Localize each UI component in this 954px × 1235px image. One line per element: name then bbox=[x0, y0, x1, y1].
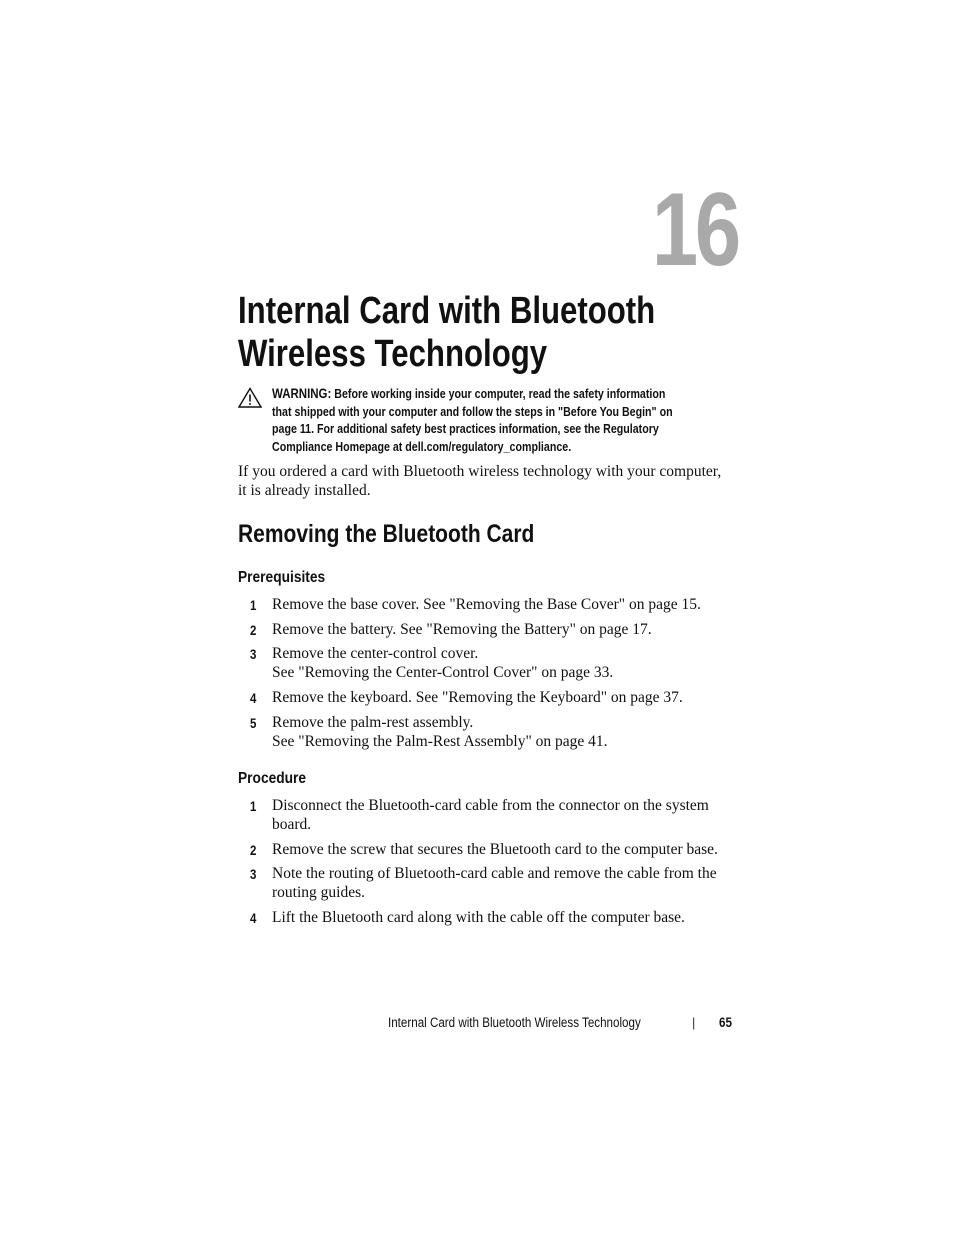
warning-line-2: that shipped with your computer and follow the steps in "Before You Begin" on bbox=[272, 403, 673, 419]
intro-line-1: If you ordered a card with Bluetooth wireless technology with your computer, bbox=[238, 463, 722, 480]
step-text bbox=[272, 595, 732, 614]
section-heading: Removing the Bluetooth Card bbox=[238, 520, 535, 548]
step-number: 2 bbox=[250, 843, 257, 858]
step-line-1: Remove the screw that secures the Bluetooth card to the computer base. bbox=[272, 841, 718, 858]
step-line-1: Remove the keyboard. See "Removing the Keyboard" on page 37. bbox=[272, 689, 683, 706]
step-number: 3 bbox=[250, 647, 257, 662]
warning-line-4: Compliance Homepage at dell.com/regulatory_compliance. bbox=[272, 438, 572, 454]
footer-separator: | bbox=[692, 1015, 696, 1030]
page-number: 65 bbox=[719, 1015, 732, 1030]
intro-paragraph bbox=[238, 462, 748, 500]
step-number: 5 bbox=[250, 716, 257, 731]
step-number: 4 bbox=[250, 911, 257, 926]
step-text bbox=[272, 688, 732, 707]
warning-line-1: Before working inside your computer, read the safety information bbox=[334, 386, 666, 401]
step-text bbox=[272, 908, 732, 927]
step-number: 1 bbox=[250, 598, 257, 613]
page-title bbox=[238, 290, 664, 376]
prerequisites-heading: Prerequisites bbox=[238, 569, 326, 586]
footer-title: Internal Card with Bluetooth Wireless Technology bbox=[388, 1015, 641, 1030]
step-line-1: Remove the palm-rest assembly. bbox=[272, 714, 474, 731]
step-text bbox=[272, 840, 732, 859]
step-line-1: Lift the Bluetooth card along with the cable off the computer base. bbox=[272, 909, 685, 926]
step-text bbox=[272, 644, 732, 682]
step-text bbox=[272, 713, 732, 751]
warning-line-3: page 11. For additional safety best practices information, see the Regulatory bbox=[272, 421, 659, 436]
step-text bbox=[272, 796, 732, 834]
step-line-1: Disconnect the Bluetooth-card cable from the connector on the system bbox=[272, 797, 709, 814]
step-line-2: routing guides. bbox=[272, 884, 365, 901]
step-line-2: See "Removing the Center-Control Cover" on page 33. bbox=[272, 664, 614, 681]
step-number: 1 bbox=[250, 799, 257, 814]
step-line-1: Remove the base cover. See "Removing the Base Cover" on page 15. bbox=[272, 596, 701, 613]
chapter-number: 16 bbox=[651, 172, 738, 288]
step-text bbox=[272, 864, 732, 902]
step-line-2: See "Removing the Palm-Rest Assembly" on page 41. bbox=[272, 733, 608, 750]
step-text bbox=[272, 620, 732, 639]
step-number: 4 bbox=[250, 691, 257, 706]
procedure-heading: Procedure bbox=[238, 770, 307, 787]
step-number: 2 bbox=[250, 623, 257, 638]
step-number: 3 bbox=[250, 867, 257, 882]
warning-text bbox=[272, 385, 719, 455]
step-line-1: Note the routing of Bluetooth-card cable and remove the cable from the bbox=[272, 865, 717, 882]
warning-triangle-icon bbox=[238, 387, 262, 408]
intro-line-2: it is already installed. bbox=[238, 482, 371, 499]
page-title-line-2: Wireless Technology bbox=[238, 333, 548, 375]
step-line-1: Remove the center-control cover. bbox=[272, 645, 479, 662]
page-title-line-1: Internal Card with Bluetooth bbox=[238, 290, 656, 332]
step-line-1: Remove the battery. See "Removing the Battery" on page 17. bbox=[272, 621, 652, 638]
step-line-2: board. bbox=[272, 816, 312, 833]
warning-label: WARNING: bbox=[272, 385, 332, 401]
